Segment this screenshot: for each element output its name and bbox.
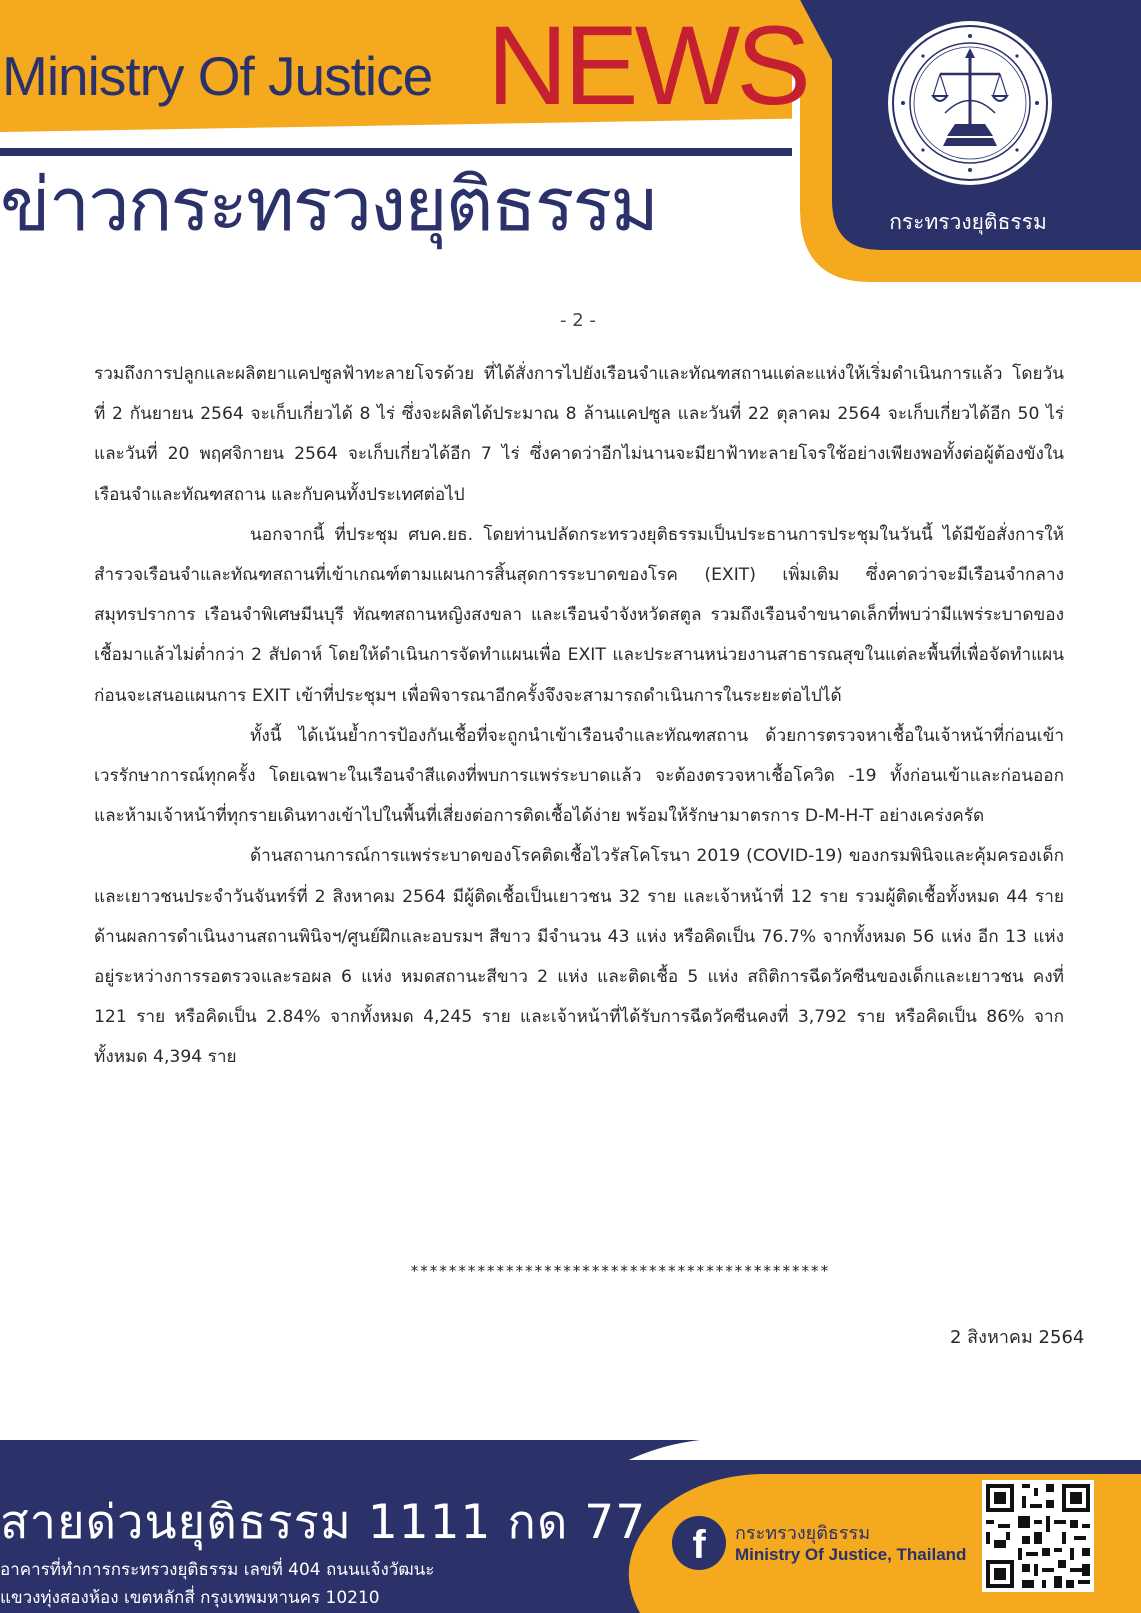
hotline-text: สายด่วนยุติธรรม 1111 กด 77 [0,1495,647,1550]
facebook-page-name-thai[interactable]: กระทรวงยุติธรรม [735,1523,871,1544]
seal-caption: กระทรวงยุติธรรม [889,210,1047,234]
brand-title-english: Ministry Of Justice [2,45,433,107]
article-body [94,354,1064,1078]
publish-date: 2 สิงหาคม 2564 [950,1327,1085,1348]
paragraph-1: รวมถึงการปลูกและผลิตยาแคปซูลฟ้าทะลายโจรด้วย ที่ได้สั่งการไปยังเรือนจำและทัณฑสถานแต่ละแห่งให้เริ่มดำเนินการแล้ว โดยวันที่ 2 กันยายน 2564 จะเก็บเกี่ยวได้ 8 ไร่ ซึ่งจะผลิตได้ประมาณ 8 ล้านแคปซูล และวันที่ 22 ตุลาคม 2564 จะเก็บเกี่ยวได้อีก 50 ไร่ และวันที่ 20 พฤศจิกายน 2564 จะเก็บเกี่ยวได้อีก 7 ไร่ ซึ่งคาดว่าอีกไม่นานจะมียาฟ้าทะลายโจรใช้อย่างเพียงพอทั้งต่อผู้ต้องขังในเรือนจำและทัณฑสถาน และกับคนทั้งประเทศต่อไป [94,364,1064,505]
facebook-icon[interactable]: f [672,1516,726,1570]
page-number: - 2 - [560,310,596,331]
address-line-2: แขวงทุ่งสองห้อง เขตหลักสี่ กรุงเทพมหานคร 10210 [0,1588,380,1608]
separator-line: ******************************************** [410,1262,830,1280]
paragraph-3: ทั้งนี้ ได้เน้นย้ำการป้องกันเชื้อที่จะถูกนำเข้าเรือนจำและทัณฑสถาน ด้วยการตรวจหาเชื้อในเจ้าหน้าที่ก่อนเข้าเวรรักษาการณ์ทุกครั้ง โดยเฉพาะในเรือนจำสีแดงที่พบการแพร่ระบาดแล้ว จะต้องตรวจหาเชื้อโควิด -19 ทั้งก่อนเข้าและก่อนออก และห้ามเจ้าหน้าที่ทุกรายเดินทางเข้าไปในพื้นที่เสี่ยงต่อการติดเชื้อได้ง่าย พร้อมให้รักษามาตรการ D-M-H-T อย่างเคร่งครัด [94,725,1064,827]
qr-code-icon[interactable] [982,1480,1094,1592]
facebook-page-name-english[interactable]: Ministry Of Justice, Thailand [735,1545,967,1564]
ministry-seal-icon [885,18,1055,188]
news-header [0,0,1141,300]
paragraph-2: นอกจากนี้ ที่ประชุม ศบค.ยธ. โดยท่านปลัดกระทรวงยุติธรรมเป็นประธานการประชุมในวันนี้ ได้มีข้อสั่งการให้สำรวจเรือนจำและทัณฑสถานที่เข้าเกณฑ์ตามแผนการสิ้นสุดการระบาดของโรค (EXIT) เพิ่มเติม ซึ่งคาดว่าจะมีเรือนจำกลางสมุทรปราการ เรือนจำพิเศษมีนบุรี ทัณฑสถานหญิงสงขลา และเรือนจำจังหวัดสตูล รวมถึงเรือนจำขนาดเล็กที่พบว่ามีแพร่ระบาดของเชื้อมาแล้วไม่ต่ำกว่า 2 สัปดาห์ โดยให้ดำเนินการจัดทำแผนเพื่อ EXIT และประสานหน่วยงานสาธารณสุขในแต่ละพื้นที่เพื่อจัดทำแผน ก่อนจะเสนอแผนการ EXIT เข้าที่ประชุมฯ เพื่อพิจารณาอีกครั้งจึงจะสามารถดำเนินการในระยะต่อไปได้ [94,524,1064,706]
address-line-1: อาคารที่ทำการกระทรวงยุติธรรม เลขที่ 404 ถนนแจ้งวัฒนะ [0,1560,435,1580]
news-footer [0,1440,1141,1613]
brand-title-thai: ข่าวกระทรวงยุติธรรม [0,162,658,248]
brand-title-news: NEWS [487,3,807,128]
paragraph-4: ด้านสถานการณ์การแพร่ระบาดของโรคติดเชื้อไวรัสโคโรนา 2019 (COVID-19) ของกรมพินิจและคุ้มครองเด็กและเยาวชนประจำวันจันทร์ที่ 2 สิงหาคม 2564 มีผู้ติดเชื้อเป็นเยาวชน 32 ราย และเจ้าหน้าที่ 12 ราย รวมผู้ติดเชื้อทั้งหมด 44 ราย ด้านผลการดำเนินงานสถานพินิจฯ/ศูนย์ฝึกและอบรมฯ สีขาว มีจำนวน 43 แห่ง หรือคิดเป็น 76.7% จากทั้งหมด 56 แห่ง อีก 13 แห่ง อยู่ระหว่างการรอตรวจและรอผล 6 แห่ง หมดสถานะสีขาว 2 แห่ง และติดเชื้อ 5 แห่ง สถิติการฉีดวัคซีนของเด็กและเยาวชน คงที่ 121 ราย หรือคิดเป็น 2.84% จากทั้งหมด 4,245 ราย และเจ้าหน้าที่ได้รับการฉีดวัคซีนคงที่ 3,792 ราย หรือคิดเป็น 86% จากทั้งหมด 4,394 ราย [94,846,1064,1068]
